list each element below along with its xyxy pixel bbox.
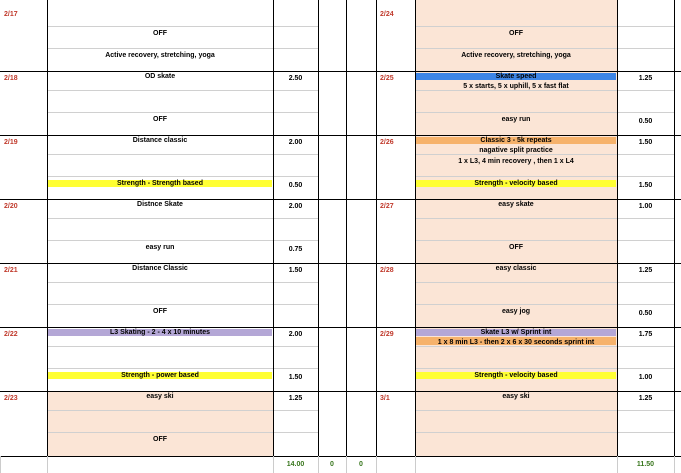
left-workout-cell[interactable] (47, 241, 273, 264)
column-divider (674, 0, 675, 456)
right-date-cell[interactable]: 2/24 (380, 11, 394, 18)
workout-detail: nagative split practice (479, 147, 553, 154)
workout-label: OD skate (144, 73, 176, 80)
totals-cell-divider (415, 456, 416, 473)
right-workout-cell[interactable] (415, 326, 617, 349)
workout-label: OFF (153, 30, 167, 38)
right-workout-cell[interactable] (415, 113, 617, 136)
left-workout-cell[interactable] (47, 6, 273, 29)
left-hours-cell[interactable]: 0.50 (288, 181, 303, 189)
right-date-cell[interactable]: 2/25 (380, 75, 394, 82)
workout-label: Skate L3 w/ Sprint int (480, 329, 552, 336)
right-date-cell[interactable]: 3/1 (380, 395, 390, 402)
workout-label: L3 Skating - 2 - 4 x 10 minutes (110, 329, 210, 336)
right-hours-cell[interactable]: 0.50 (638, 117, 653, 125)
left-hours-cell[interactable]: 1.50 (288, 373, 303, 381)
right-hours-cell[interactable] (617, 243, 674, 264)
right-workout-cell[interactable] (415, 155, 617, 178)
column-divider (376, 0, 377, 456)
totals-cell-divider (617, 456, 618, 473)
right-workout-cell[interactable] (415, 27, 617, 50)
column-divider (617, 0, 618, 456)
left-workout-cell[interactable] (47, 113, 273, 136)
right-total-hours: 11.50 (636, 461, 655, 468)
left-date-cell[interactable]: 2/21 (4, 267, 18, 274)
left-hours-cell[interactable] (273, 307, 318, 328)
left-workout-cell[interactable] (47, 326, 273, 349)
left-workout-cell[interactable] (47, 262, 273, 285)
left-workout-cell[interactable] (47, 433, 273, 456)
right-workout-cell[interactable] (415, 390, 617, 413)
right-workout-cell[interactable] (415, 347, 617, 370)
left-workout-cell[interactable] (47, 283, 273, 306)
right-date-cell[interactable]: 2/27 (380, 203, 394, 210)
right-hours-cell[interactable]: 1.25 (638, 395, 653, 402)
left-date-cell[interactable]: 2/22 (4, 331, 18, 338)
workout-label: easy classic (495, 265, 537, 272)
workout-label: Distance classic (132, 137, 188, 144)
left-workout-cell[interactable] (47, 347, 273, 370)
workout-label: OFF (153, 115, 167, 123)
right-workout-cell[interactable] (415, 305, 617, 328)
left-workout-cell[interactable] (47, 411, 273, 434)
workout-label: easy run (501, 115, 531, 123)
right-workout-cell[interactable] (415, 219, 617, 242)
left-hours-cell[interactable]: 2.00 (288, 331, 303, 338)
workout-label: easy jog (501, 307, 530, 315)
right-hours-cell[interactable] (617, 435, 674, 456)
workout-label: Strength - power based (121, 371, 199, 379)
left-date-cell[interactable]: 2/17 (4, 11, 18, 18)
workout-label: OFF (509, 30, 523, 38)
right-workout-cell[interactable] (415, 283, 617, 306)
left-hours-cell[interactable]: 2.00 (288, 139, 303, 146)
right-workout-cell[interactable] (415, 369, 617, 392)
right-workout-cell[interactable] (415, 433, 617, 456)
workout-label: Distance Classic (132, 265, 188, 272)
left-workout-cell[interactable] (47, 27, 273, 50)
right-hours-cell[interactable] (617, 51, 674, 72)
left-hours-cell[interactable] (273, 115, 318, 136)
totals-cell-divider (376, 456, 377, 473)
left-workout-cell[interactable] (47, 305, 273, 328)
workout-detail: 1 x L3, 4 min recovery , then 1 x L4 (458, 158, 574, 165)
left-date-cell[interactable]: 2/19 (4, 139, 18, 146)
workout-label: Strength - velocity based (474, 371, 558, 379)
workout-detail: 1 x 8 min L3 - then 2 x 6 x 30 seconds sprint int (437, 339, 595, 346)
workout-label: Strength - Strength based (117, 179, 203, 187)
left-workout-cell[interactable] (47, 177, 273, 200)
right-hours-cell[interactable]: 1.75 (638, 331, 653, 338)
workout-label: easy skate (498, 201, 534, 208)
left-hours-cell[interactable]: 1.50 (288, 267, 303, 274)
workout-label: OFF (509, 243, 523, 251)
totals-cell-divider (0, 456, 1, 473)
left-workout-cell[interactable] (47, 219, 273, 242)
left-workout-cell[interactable] (47, 155, 273, 178)
left-workout-cell[interactable] (47, 70, 273, 93)
left-date-cell[interactable]: 2/23 (4, 395, 18, 402)
workout-label: easy ski (146, 393, 174, 400)
right-date-cell[interactable]: 2/29 (380, 331, 394, 338)
workout-label: Active recovery, stretching, yoga (461, 51, 571, 59)
left-date-cell[interactable]: 2/20 (4, 203, 18, 210)
left-hours-cell[interactable] (273, 435, 318, 456)
right-date-cell[interactable]: 2/26 (380, 139, 394, 146)
left-workout-cell[interactable] (47, 49, 273, 72)
right-hours-cell[interactable]: 1.50 (638, 139, 653, 146)
left-workout-cell[interactable] (47, 369, 273, 392)
workout-label: Active recovery, stretching, yoga (105, 51, 215, 59)
workout-label: Classic 3 - 5k repeats (480, 137, 552, 144)
right-date-cell[interactable]: 2/28 (380, 267, 394, 274)
workout-label: Distnce Skate (137, 201, 183, 208)
left-workout-cell[interactable] (47, 198, 273, 221)
left-date-cell[interactable]: 2/18 (4, 75, 18, 82)
left-hours-cell[interactable]: 0.75 (288, 245, 303, 253)
workout-label: Skate speed (495, 73, 537, 80)
day-divider (0, 456, 681, 457)
right-hours-cell[interactable]: 1.50 (638, 181, 653, 189)
workout-label: OFF (153, 307, 167, 315)
left-hours-cell[interactable] (273, 51, 318, 72)
left-hours-cell[interactable]: 1.25 (288, 395, 303, 402)
workout-label: OFF (153, 435, 167, 443)
column-divider (273, 0, 274, 456)
right-hours-cell[interactable]: 1.00 (638, 373, 653, 381)
workout-label: easy run (145, 243, 175, 251)
left-hours-cell[interactable]: 2.00 (288, 203, 303, 210)
right-workout-cell[interactable] (415, 6, 617, 29)
totals-cell-divider (674, 456, 675, 473)
totals-cell-divider (273, 456, 274, 473)
left-hours-cell[interactable]: 2.50 (288, 75, 303, 82)
right-hours-cell[interactable]: 1.25 (638, 75, 653, 82)
right-hours-cell[interactable]: 0.50 (638, 309, 653, 317)
left-workout-cell[interactable] (47, 390, 273, 413)
right-hours-cell[interactable]: 1.25 (638, 267, 653, 274)
totals-cell-divider (318, 456, 319, 473)
right-workout-cell[interactable] (415, 262, 617, 285)
right-workout-cell[interactable] (415, 49, 617, 72)
totals-cell-divider (346, 456, 347, 473)
right-workout-cell[interactable] (415, 198, 617, 221)
left-workout-cell[interactable] (47, 91, 273, 114)
right-workout-cell[interactable] (415, 241, 617, 264)
column-divider (346, 0, 347, 456)
workout-label: easy ski (502, 393, 530, 400)
right-workout-cell[interactable] (415, 70, 617, 93)
workout-label: Strength - velocity based (474, 179, 558, 187)
right-workout-cell[interactable] (415, 134, 617, 165)
left-total-col2: 0 (359, 461, 363, 468)
left-workout-cell[interactable] (47, 134, 273, 157)
column-divider (318, 0, 319, 456)
right-workout-cell[interactable] (415, 91, 617, 114)
right-workout-cell[interactable] (415, 411, 617, 434)
left-total-hours: 14.00 (286, 461, 305, 468)
left-total-col1: 0 (330, 461, 334, 468)
workout-detail: 5 x starts, 5 x uphill, 5 x fast flat (463, 83, 569, 90)
right-hours-cell[interactable]: 1.00 (638, 203, 653, 210)
right-workout-cell[interactable] (415, 177, 617, 200)
totals-cell-divider (47, 456, 48, 473)
